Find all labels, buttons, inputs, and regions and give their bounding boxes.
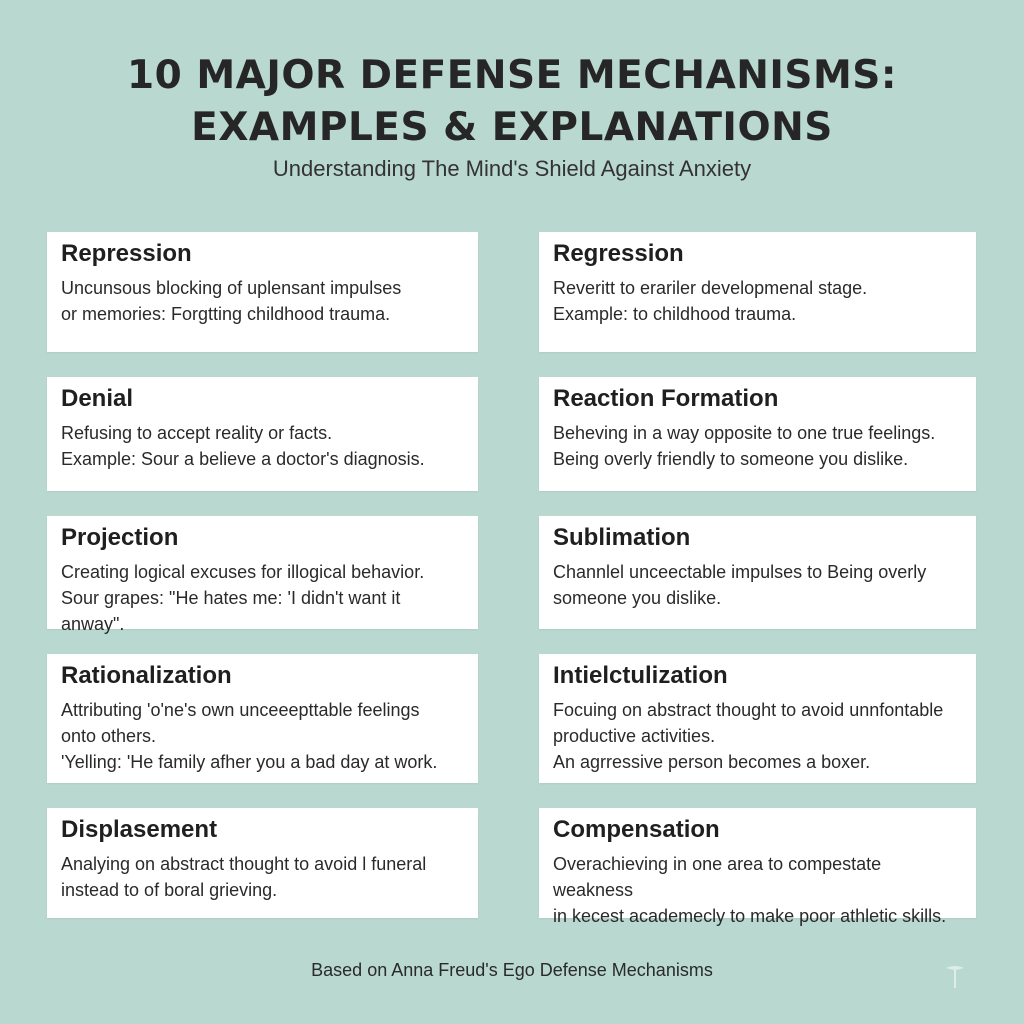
card-text: in kecest academecly to make poor athletic skills. bbox=[553, 906, 947, 926]
card-text: Sour grapes: "He hates me: 'I didn't want it anway". bbox=[61, 588, 401, 634]
card-compensation bbox=[539, 808, 976, 926]
title-line-2: EXAMPLES & EXPLANATIONS bbox=[191, 105, 833, 150]
card-title: Regression bbox=[553, 240, 684, 267]
card-text: Creating logical excuses for illogical behavior. bbox=[61, 562, 425, 582]
card-title: Compensation bbox=[553, 816, 720, 843]
page-title bbox=[0, 50, 1024, 154]
card-text: onto others. bbox=[61, 726, 157, 746]
card-title: Displasement bbox=[61, 816, 218, 843]
card-denial bbox=[47, 377, 478, 491]
card-text: An agrressive person becomes a boxer. bbox=[553, 752, 871, 772]
card-text: 'Yelling: 'He family afher you a bad day at work. bbox=[61, 752, 438, 772]
card-text: instead to of boral grieving. bbox=[61, 880, 278, 900]
card-reaction-formation bbox=[539, 377, 976, 491]
card-text: Uncunsous blocking of uplensant impulses bbox=[61, 278, 402, 298]
watermark-icon bbox=[944, 964, 966, 992]
card-text: Beheving in a way opposite to one true feelings. bbox=[553, 423, 936, 443]
card-title: Denial bbox=[61, 385, 134, 412]
footer-credit: Based on Anna Freud's Ego Defense Mechanisms bbox=[311, 960, 713, 980]
card-text: someone you dislike. bbox=[553, 588, 722, 608]
card-text: Channlel unceectable impulses to Being overly bbox=[553, 562, 927, 582]
card-title: Projection bbox=[61, 524, 179, 551]
card-text: Analying on abstract thought to avoid l funeral bbox=[61, 854, 427, 874]
card-text: Refusing to accept reality or facts. bbox=[61, 423, 333, 443]
card-text: Example: Sour a believe a doctor's diagnosis. bbox=[61, 449, 425, 469]
card-title: Intielctulization bbox=[553, 662, 728, 689]
card-sublimation bbox=[539, 516, 976, 629]
card-intellectualization bbox=[539, 654, 976, 783]
card-regression bbox=[539, 232, 976, 352]
card-rationalization bbox=[47, 654, 478, 783]
card-text: Attributing 'o'ne's own unceeepttable feelings bbox=[61, 700, 420, 720]
page-subtitle: Understanding The Mind's Shield Against Anxiety bbox=[272, 156, 752, 181]
card-projection bbox=[47, 516, 478, 634]
card-text: Focuing on abstract thought to avoid unnfontable bbox=[553, 700, 944, 720]
card-displacement bbox=[47, 808, 478, 918]
card-title: Sublimation bbox=[553, 524, 691, 551]
card-text: Overachieving in one area to compestate weakness bbox=[553, 854, 882, 900]
card-text: Example: to childhood trauma. bbox=[553, 304, 797, 324]
card-text: Reveritt to erariler developmenal stage. bbox=[553, 278, 868, 298]
title-line-1: 10 MAJOR DEFENSE MECHANISMS: bbox=[127, 53, 897, 98]
card-text: productive activities. bbox=[553, 726, 716, 746]
card-title: Rationalization bbox=[61, 662, 232, 689]
card-repression bbox=[47, 232, 478, 352]
card-title: Repression bbox=[61, 240, 192, 267]
card-text: or memories: Forgtting childhood trauma. bbox=[61, 304, 391, 324]
card-text: Being overly friendly to someone you dislike. bbox=[553, 449, 909, 469]
card-title: Reaction Formation bbox=[553, 385, 779, 412]
